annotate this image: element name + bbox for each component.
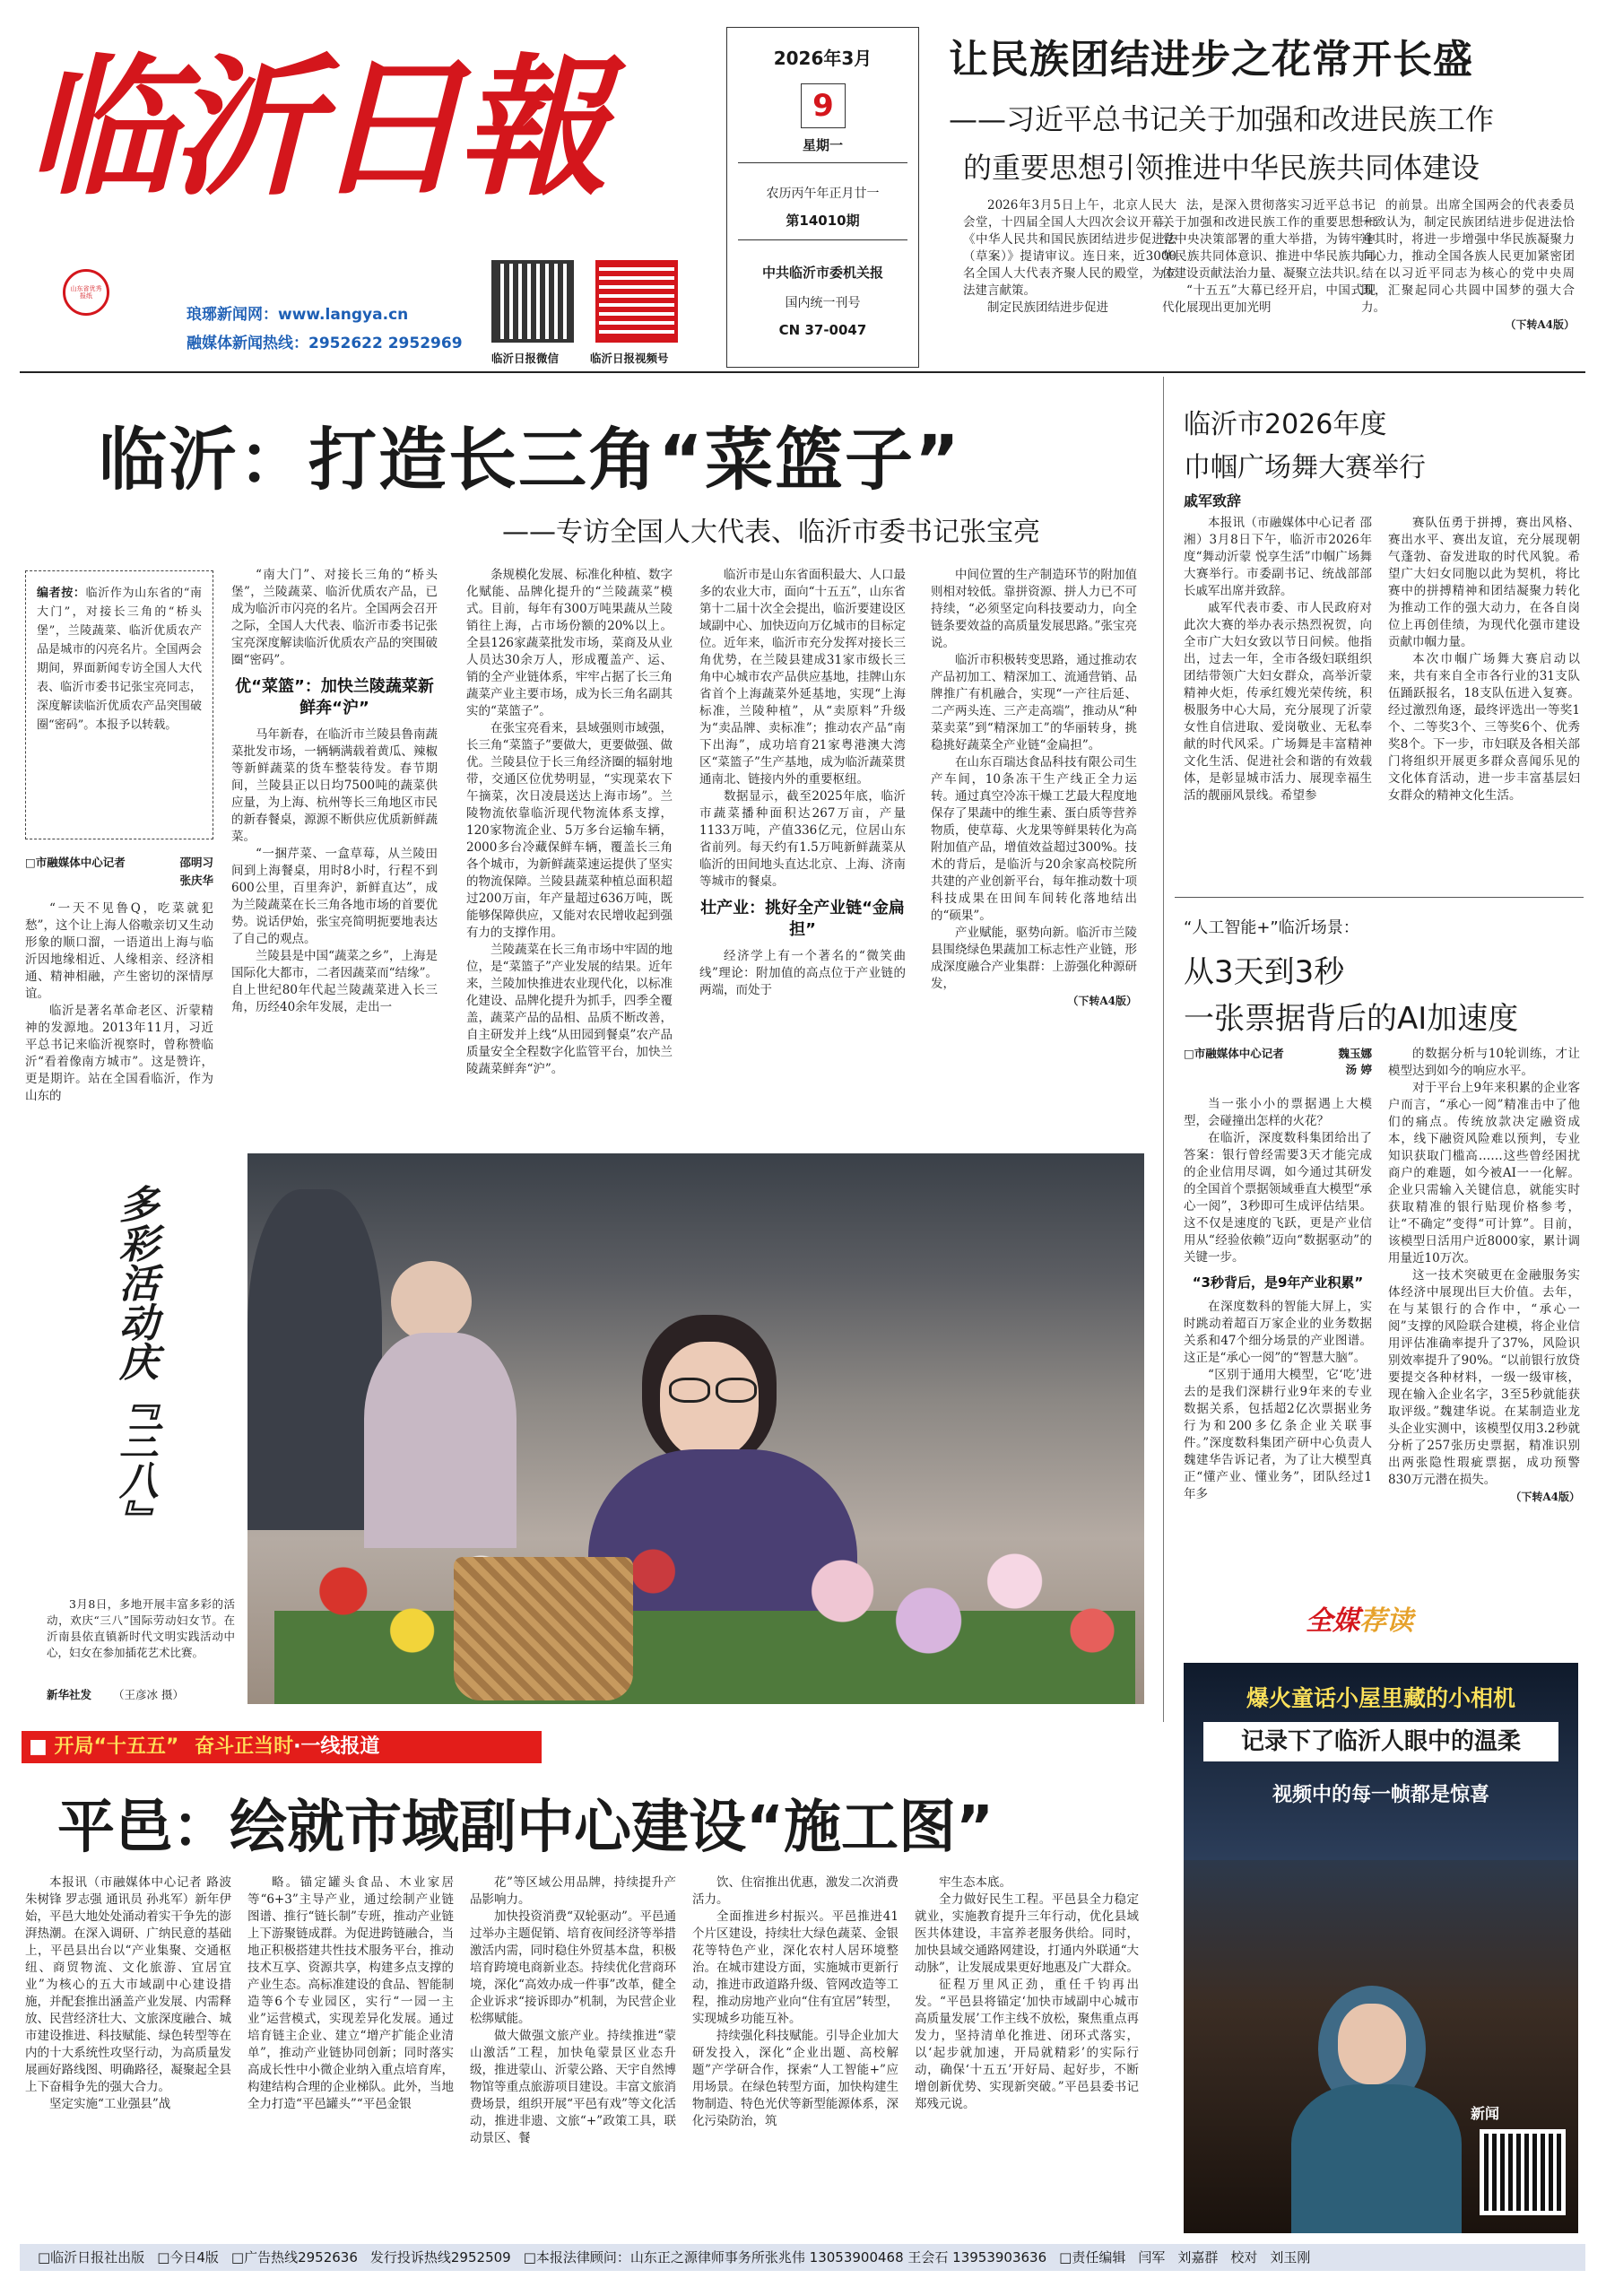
womens-day-photo bbox=[247, 1153, 1144, 1704]
media-logo: 新闻 bbox=[1471, 2105, 1500, 2122]
ai-subhead: “3秒背后，是9年产业积累” bbox=[1192, 1274, 1364, 1291]
footer-editor-1: 闫军 bbox=[1138, 2249, 1166, 2266]
qr-code-wechat[interactable] bbox=[491, 260, 574, 343]
media-video-card[interactable] bbox=[1184, 1663, 1578, 2233]
top-story-title: 让民族团结进步之花常开长盛 bbox=[949, 37, 1473, 83]
seal-text: 山东省优秀报纸 bbox=[70, 285, 102, 300]
lead-col-4: 临沂市是山东省面积最大、人口最多的农业大市，面向“十五五”，山东省第十二届十次全会提出，临沂要建设区域副中心、加快迈向万亿城市的目标定位。近年来，临沂市充分发挥对接长三角优势，在兰陵县建成31家市级长三角中心城市农产品供应基地，挂牌山东省首个上海蔬菜外延基地，实现“上海标准，兰陵种植”，从“卖原料”升级为“卖品牌、卖标准”；推动农产品“南下出海”，成功培育21家粤港澳大湾区“菜篮子”生产基地，成为临沂蔬菜贯通南北、链接内外的重要枢纽。 数据显示，截至2025年底，临沂市蔬菜播种面积达267万亩，产量1133万吨，产值336亿元，位居山东省前列。每天约有1.5万吨新鲜蔬菜从临沂的田间地头直达北京、上海、济南等城市的餐桌。 壮产业：挑好全产业链“金扁担” 经济学上有一个著名的“微笑曲线”理论：附加值的高点位于产业链的两端，而处于 bbox=[699, 568, 906, 997]
top-story-subtitle-1: ——习近平总书记关于加强和改进民族工作 bbox=[949, 102, 1495, 136]
date-day: 9 bbox=[801, 83, 846, 128]
ai-continue[interactable]: （下转A4版） bbox=[1510, 1491, 1580, 1503]
seal-icon bbox=[63, 269, 109, 316]
banner-icon: ■ bbox=[29, 1735, 48, 1758]
website-link[interactable]: 琅琊新闻网：www.langya.cn bbox=[187, 306, 409, 324]
footer-legal: □本报法律顾问：山东正之源律师事务所张兆伟 13053900468 王会石 13953903636 bbox=[523, 2249, 1047, 2266]
cn-number: CN 37-0047 bbox=[778, 322, 867, 338]
qr-label-wechat: 临沂日报微信 bbox=[491, 352, 560, 365]
footer-publisher: □临沂日报社出版 bbox=[38, 2249, 145, 2266]
pingyi-col-2: 略。锚定罐头食品、木业家居等“6+3”主导产业，通过绘制产业链图谱、推行“链长制”专班，推动产业链上下游聚链成群。为促进跨链融合，当地正积极搭建共性技术服务平台，推动技术互享、资源共享，构建多点支撑的产业生态。高标准建设的食品、智能制造等6个专业园区，实行“一园一主业”运营模式，实现差异化发展。通过培育链主企业、建立“增产扩能企业清单”，推动产业链协同创新；同时落实高成长性中小微企业纳入重点培育库，构建结构合理的企业梯队。此外，当地全力打造“平邑罐头”“平邑金银 bbox=[247, 1875, 454, 2111]
footer-proofreader: 刘玉刚 bbox=[1270, 2249, 1311, 2266]
top-story-col-3: 的前景。出席全国两会的代表委员一致认为，制定民族团结进步促进法恰逢其时，将进一步增强中华民族凝聚力向心力，推动全国各族人民更加紧密团结在以习近平同志为核心的党中央周围，汇聚起同心共圆中国梦的强大合力。 （下转A4版） bbox=[1361, 197, 1575, 359]
media-line-2: 记录下了临沂人眼中的温柔 bbox=[1203, 1722, 1558, 1761]
publisher: 中共临沂市委机关报 bbox=[761, 265, 883, 281]
media-line-1: 爆火童话小屋里藏的小相机 bbox=[1246, 1685, 1515, 1711]
dance-col-2: 赛队伍勇于拼搏，赛出风格、赛出水平、赛出友谊，充分展现朝气蓬勃、奋发进取的时代风貌。希望广大妇女同胞以此为契机，将比赛中的拼搏精神和团结凝聚力转化为推动工作的强大动力，在各自岗位上再创佳绩，为现代化强市建设贡献巾帼力量。 本次巾帼广场舞大赛启动以来，共有来自全市各行业的31支队伍踊跃报名，18支队伍进入复赛。经过激烈角逐，最终评选出一等奖1个、二等奖3个、三等奖6个、优秀奖8个。下一步，市妇联及各相关部门将组织开展更多群众喜闻乐见的文化体育活动，进一步丰富基层妇女群众的精神文化生活。 bbox=[1388, 516, 1580, 803]
lead-subtitle: ——专访全国人大代表、临沂市委书记张宝亮 bbox=[502, 517, 1040, 548]
weekday: 星期一 bbox=[802, 137, 843, 153]
pingyi-col-4: 饮、住宿推出优惠，激发二次消费活力。 全面推进乡村振兴。平邑推进41个片区建设，持续壮大绿色蔬菜、金银花等特色产业，深化农村人居环境整治。在城市建设方面，实施城市更新行动，推进市政道路升级、管网改造等工程，推动房地产业向“住有宜居”转型，实现城乡功能互补。 持续强化科技赋能。引导企业加大研发投入，深化“企业出题、高校解题”产学研合作，探索“人工智能+”应用场景。在绿色转型方面，加快构建生物制造、特色光伏等新型能源体系，深化污染防治，筑 bbox=[692, 1875, 898, 2128]
media-qr-icon[interactable] bbox=[1480, 2129, 1566, 2215]
footer-editor-label: □责任编辑 bbox=[1059, 2249, 1126, 2266]
editor-note-text: 临沂作为山东省的“南大门”，对接长三角的“桥头堡”，兰陵蔬菜、临沂优质农产品是城市的闪亮名片。全国两会期间，界面新闻专访全国人大代表、临沂市委书记张宝亮同志，深度解读临沂优质农产品突围破圈“密码”。本报予以转载。 bbox=[37, 587, 202, 732]
lead-col-1: “一天不见鲁Q，吃菜就犯愁”，这个让上海人俗嗷亲切又生动形象的顺口溜，一语道出上海与临沂因地缘相近、人缘相亲、经济相通、精神相融，产生密切的深情厚谊。 临沂是著名革命老区、沂蒙精神的发源地。2013年11月，习近平总书记来临沂视察时，曾称赞临沂“看着像南方城市”。这是赞许，更是期许。站在全国看临沂，作为山东的 bbox=[25, 901, 213, 1103]
lead-continue[interactable]: （下转A4版） bbox=[1067, 995, 1137, 1007]
issue-number: 第14010期 bbox=[786, 213, 860, 229]
cn-code-label: 国内统一刊号 bbox=[785, 296, 861, 310]
top-story-col-2: 法，是深入贯彻落实习近平总书记关于加强和改进民族工作的重要思想和党中央决策部署的重大举措，为铸牢中华民族共同体意识、推进中华民族共同体建设贡献法治力量、凝聚立法共识。 “十五五”大幕已经开启，中国式现代化展现出更加光明 bbox=[1162, 198, 1376, 315]
masthead-logo: 临沂日報 bbox=[27, 39, 601, 216]
photo-vertical-title: 多彩活动庆『三八』 bbox=[112, 1184, 158, 1539]
dance-author: 戚军致辞 bbox=[1184, 492, 1242, 509]
ai-byline: □市融媒体中心记者 魏玉娜 汤 婷 bbox=[1184, 1047, 1372, 1076]
ai-title-2: 一张票据背后的AI加速度 bbox=[1184, 1001, 1519, 1037]
editor-note-box bbox=[25, 570, 213, 839]
footer-editor-2: 刘嘉群 bbox=[1177, 2249, 1219, 2266]
top-story-subtitle-2: 的重要思想引领推进中华民族共同体建设 bbox=[963, 151, 1480, 185]
pingyi-col-3: 花”等区域公用品牌，持续提升产品影响力。 加快投资消费“双轮驱动”。平邑通过举办主题促销、培育夜间经济等举措激活内需，同时稳住外贸基本盘，积极培育跨境电商新业态。持续优化营商环境，深化“高效办成一件事”改革，健全企业诉求“接诉即办”机制，为民营企业松绑赋能。 做大做强文旅产业。持续推进“蒙山激活”工程，加快龟蒙景区业态升级，推进蒙山、沂蒙公路、天宇自然博物馆等重点旅游项目建设。丰富文旅消费场景，组织开展“平邑有戏”等文化活动，推进非遗、文旅“+”政策工具，联动景区、餐 bbox=[470, 1875, 676, 2145]
lead-subhead-1: 优“菜篮”：加快兰陵蔬菜新鲜奔“沪” bbox=[235, 677, 434, 718]
lunar-date: 农历丙午年正月廿一 bbox=[766, 187, 880, 201]
footer-ad-hotline: □广告热线2952636 bbox=[230, 2249, 358, 2266]
pingyi-col-1: 本报讯（市融媒体中心记者 路波 朱树锋 罗志强 通讯员 孙兆军）新年伊始，平邑大地处处涌动着实干争先的澎湃热潮。在深入调研、广纳民意的基础上，平邑县出台以“产业集聚、交通枢纽、商贸物流、文化旅游、宜居宜业”为核心的五大市域副中心建设措施，并配套推出涵盖产业发展、内需释放、民营经济壮大、文旅深度融合、城市建设推进、科技赋能、绿色转型等在内的十大系统性攻坚行动，为高质量发展画好路线图、明确路径，凝聚起全县上下奋楫争先的强大合力。 坚定实施“工业强县”战 bbox=[25, 1875, 231, 2111]
ai-kicker: “人工智能+”临沂场景： bbox=[1184, 918, 1359, 937]
lead-title: 临沂：打造长三角“菜篮子” bbox=[99, 420, 961, 500]
media-label: 全媒荐读 bbox=[1306, 1605, 1413, 1637]
ai-col-1: 当一张小小的票据遇上大模型，会碰撞出怎样的火花？ 在临沂，深度数科集团给出了答案：银行曾经需要3天才能完成的企业信用尽调，如今通过其研发的全国首个票据领域垂直大模型“承心一阅”，3秒即可生成评估结果。这不仅是速度的飞跃，更是产业信用从“经验依赖”迈向“数据驱动”的关键一步。 “3秒背后，是9年产业积累” 在深度数科的智能大屏上，实时跳动着超百万家企业的业务数据关系和47个细分场景的产业图谱。这正是“承心一阅”的“智慧大脑”。 “区别于通用大模型，它‘吃’进去的是我们深耕行业9年来的专业数据关系，包括超2亿次票据业务行为和200多亿条企业关联事件。”深度数科集团产研中心负责人魏建华告诉记者，为了让大模型真正“懂产业、懂业务”，团队经过1年多 bbox=[1184, 1097, 1372, 1501]
date-year-month: 2026年3月 bbox=[773, 48, 872, 69]
editor-note-label: 编者按： bbox=[37, 587, 86, 600]
lead-col-2: “南大门”、对接长三角的“桥头堡”，兰陵蔬菜、临沂优质农产品，已成为临沂市闪亮的名片。全国两会召开之际，全国人大代表、临沂市委书记张宝亮深度解读临沂优质农产品的突围破圈“密码”。 优“菜篮”：加快兰陵蔬菜新鲜奔“沪” 马年新春，在临沂市兰陵县鲁南蔬菜批发市场，一辆辆满载着黄瓜、辣椒等新鲜蔬菜的货车整装待发。春节期间，兰陵县正以日均7500吨的蔬菜供应量，为上海、杭州等长三角地区市民的新春餐桌，源源不断供应优质新鲜蔬菜。 “一捆芹菜、一盒草莓，从兰陵田间到上海餐桌，用时8小时，行程不到600公里，百里奔沪，新鲜直达”，成为兰陵蔬菜在长三角各地市场的首要优势。说话伊始，张宝亮简明扼要地表达了自己的观点。 兰陵县是中国“蔬菜之乡”，上海是国际化大都市，二者因蔬菜而“结缘”。自上世纪80年代起兰陵蔬菜进入长三角，历经40余年发展，走出一 bbox=[231, 568, 438, 1014]
top-story-continue[interactable]: （下转A4版） bbox=[1505, 318, 1575, 331]
lead-col-3: 条规模化发展、标准化种植、数字化赋能、品牌化提升的“兰陵蔬菜”模式。目前，每年有300万吨果蔬从兰陵销往上海，占市场份额的20%以上。全县126家蔬菜批发市场，菜商及从业人员达30余万人，形成覆盖产、运、销的全产业链体系，牢牢占据了长三角蔬菜产业主要市场，成为长三角名副其实的“菜篮子”。 在张宝亮看来，县域强则市域强，长三角“菜篮子”要做大，更要做强、做优。兰陵县位于长三角经济圈的辐射地带，交通区位优势明显，“实现菜农下午摘菜，次日凌晨送达上海市场”。兰陵物流依靠临沂现代物流体系支撑，120家物流企业、5万多台运输车辆，2000多台冷藏保鲜车辆，覆盖长三角各个城市，为新鲜蔬菜速运提供了坚实的物流保障。兰陵县蔬菜种植总面积超过200万亩，年产量超过636万吨，既能够保障供应，又能对农民增收起到强有力的支撑作用。 兰陵蔬菜在长三角市场中牢固的地位，是“菜篮子”产业发展的结果。近年来，兰陵加快推进农业现代化，以标准化建设、品牌化提升为抓手，四季全覆盖，蔬菜产品的品相、品质不断改善，自主研发并上线“从田园到餐桌”农产品质量安全全程数字化监管平台，加快兰陵蔬菜鲜奔“沪”。 bbox=[466, 568, 673, 1076]
lead-col-5: 中间位置的生产制造环节的附加值则相对较低。靠拼资源、拼人力已不可持续，“必须坚定向科技要动力，向全链条要效益的高质量发展思路。”张宝亮说。 临沂市积极转变思路，通过推动农产品初加工、精深加工、流通营销、品牌推广有机融合，实现“一产往后延、二产两头连、三产走高端”，推动从“种菜卖菜”到“精深加工”的华丽转身，挑稳挑好蔬菜全产业链“金扁担”。 在山东百瑞达食品科技有限公司生产车间，10条冻干生产线正全力运转。通过真空冷冻干燥工艺最大程度地保存了果蔬中的维生素、蛋白质等营养物质，使草莓、火龙果等鲜果转化为高附加值产品，增值效益超过300%。技术的背后，是临沂与20余家高校院所共建的产业创新平台，每年推动数十项科技成果在田间车间转化落地结出的“硕果”。 产业赋能，驱势向新。临沂市兰陵县围绕绿色果蔬加工标志性产业链，形成深度融合产业集群：上游强化种源研发， （下转A4版） bbox=[931, 567, 1137, 1121]
footer-complaint-hotline: 发行投诉热线2952509 bbox=[369, 2249, 511, 2266]
footer-proof-label: 校对 bbox=[1230, 2249, 1258, 2266]
photo-credit: 新华社发 （王彦冰 摄） bbox=[47, 1688, 184, 1701]
pingyi-col-5: 牢生态本底。 全力做好民生工程。平邑县全力稳定就业，实施教育提升三年行动，优化县域医共体建设，丰富养老服务供给。同时，加快县域交通路网建设，打通内外联通“大动脉”，让发展成果更好地惠及广大群众。 征程万里风正劲，重任千钧再出发。“平邑县将锚定‘加快市域副中心城市高质量发展’工作主线不放松，聚焦重点再发力，坚持清单化推进、闭环式落实，以‘起步就加速，开局就精彩’的实际行动，确保‘十五五’开好局、起好步，不断增创新优势、实现新突破。”平邑县委书记郑残元说。 bbox=[915, 1875, 1139, 2111]
footer-bar bbox=[20, 2244, 1585, 2271]
news-hotline: 融媒体新闻热线：2952622 2952969 bbox=[187, 335, 463, 352]
dance-col-1: 本报讯（市融媒体中心记者 邵湘）3月8日下午，临沂市2026年度“舞动沂蒙 悦享生活”巾帼广场舞大赛举行。市委副书记、统战部部长戚军出席并致辞。 戚军代表市委、市人民政府对此次大赛的举办表示热烈祝贺，向全市广大妇女致以节日问候。他指出，过去一年，全市各级妇联组织团结带领广大妇女群众，高举沂蒙精神火炬，传承红嫂光荣传统，积极服务中心大局，充分展现了沂蒙女性自信进取、爱岗敬业、无私奉献的时代风采。广场舞是丰富精神文化生活、促进社会和谐的有效载体，是彰显城市活力、展现幸福生活的靓丽风景线。希望参 bbox=[1184, 516, 1372, 803]
footer-pages: □今日4版 bbox=[157, 2249, 219, 2266]
photo-caption: 3月8日，多地开展丰富多彩的活动，欢庆“三八”国际劳动妇女节。在沂南县依直镇新时代文明实践活动中心，妇女在参加插花艺术比赛。 bbox=[47, 1597, 235, 1659]
pingyi-title: 平邑：绘就市域副中心建设“施工图” bbox=[57, 1795, 994, 1861]
ai-col-2: 的数据分析与10轮训练，才让模型达到如今的响应水平。 对于平台上9年来积累的企业客户而言，“承心一阅”精准击中了他们的痛点。传统放款决定融资成本，线下融资风险难以预判，专业知识获取门槛高……这些曾经困扰商户的难题，如今被AI一一化解。企业只需输入关键信息，就能实时获取精准的银行贴现价格参考，让“不确定”变得“可计算”。目前，该模型日活用户近8000家，累计调用量近10万次。 这一技术突破更在金融服务实体经济中展现出巨大价值。去年，在与某银行的合作中，“承心一阅”支撑的风险联合建模，将企业信用评估准确率提升了37%，风险识别效率提升了90%。“以前银行放贷要提交各种材料，一级一级审核，现在输入企业名字，3至5秒就能获取评级。”魏建华说。在某制造业龙头企业实测中，该模型仅用3.2秒就分析了257张历史票据，精准识别出两张隐性瑕疵票据，成功预警830万元潜在损失。 （下转A4版） bbox=[1388, 1046, 1580, 1584]
qr-label-video: 临沂日报视频号 bbox=[590, 352, 669, 365]
ai-title-1: 从3天到3秒 bbox=[1184, 954, 1345, 990]
dance-title-1: 临沂市2026年度 bbox=[1184, 409, 1387, 440]
dance-title-2: 巾帼广场舞大赛举行 bbox=[1184, 452, 1426, 483]
lead-byline: □市融媒体中心记者 邵明习 张庆华 bbox=[25, 856, 213, 887]
series-banner: ■ 开局“十五五” 奋斗正当时·一线报道 bbox=[22, 1731, 542, 1763]
media-line-3: 视频中的每一帧都是惊喜 bbox=[1272, 1784, 1489, 1806]
qr-code-video[interactable] bbox=[595, 260, 678, 343]
date-box bbox=[726, 27, 919, 368]
lead-subhead-2: 壮产业：挑好全产业链“金扁担” bbox=[700, 899, 905, 939]
top-story-col-1: 2026年3月5日上午，北京人民大会堂，十四届全国人大四次会议开幕，《中华人民共和国民族团结进步促进法（草案）》提请审议。连日来，近3000名全国人大代表齐聚人民的殿堂，为立法建言献策。 制定民族团结进步促进 bbox=[963, 198, 1176, 315]
